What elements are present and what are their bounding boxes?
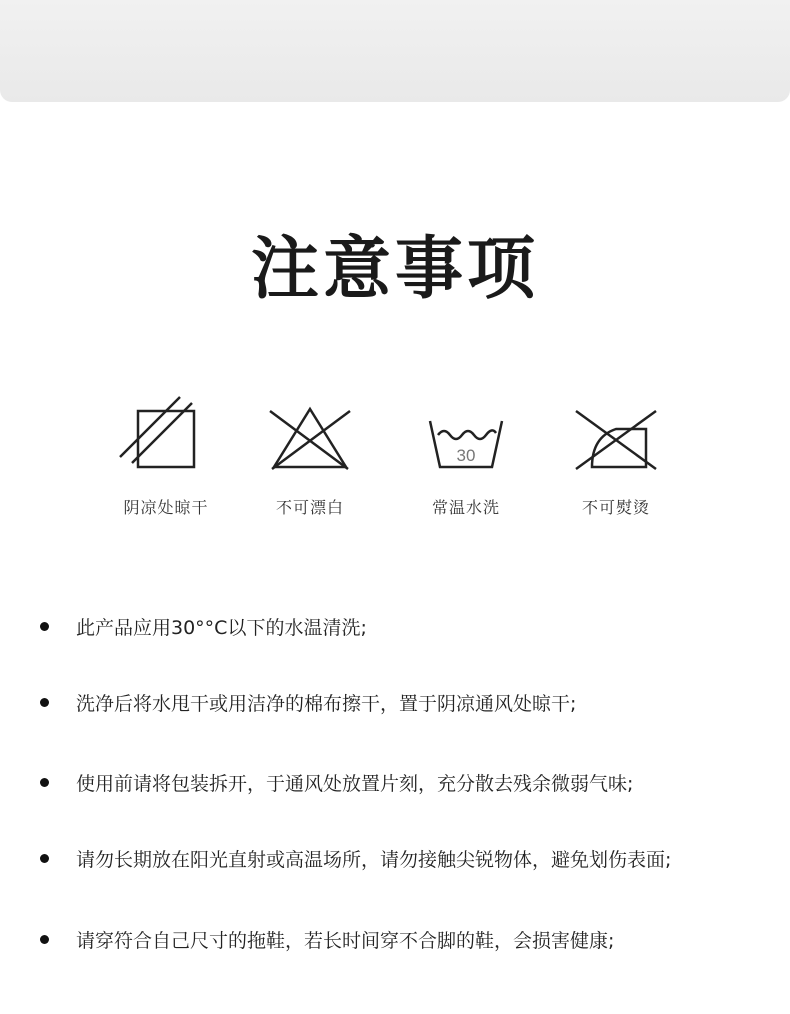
shade-dry-icon (116, 395, 216, 475)
list-item (40, 614, 780, 642)
list-item (40, 846, 780, 874)
note-text: 洗净后将水甩干或用洁净的棉布擦干，置于阴凉通风处晾干; (76, 693, 577, 715)
list-item (40, 770, 780, 798)
care-label-shade-dry: 阴凉处晾干 (123, 498, 209, 517)
care-item-no-iron (546, 395, 686, 518)
bullet-dot (40, 778, 49, 787)
bullet-dot (40, 935, 49, 944)
care-icons-row (0, 395, 790, 525)
note-text: 此产品应用30°°C以下的水温清洗; (76, 617, 367, 639)
care-label-no-bleach: 不可漂白 (275, 498, 344, 517)
no-bleach-icon (260, 395, 360, 475)
no-iron-icon (566, 395, 666, 475)
list-item (40, 927, 780, 955)
wash-temp-text: 30 (456, 446, 476, 465)
bullet-dot (40, 854, 49, 863)
care-label-wash-30: 常温水洗 (431, 498, 500, 517)
care-item-no-bleach (240, 395, 380, 518)
bullet-dot (40, 622, 49, 631)
top-banner (0, 0, 790, 102)
care-label-no-iron: 不可熨烫 (581, 498, 650, 517)
list-item (40, 690, 780, 718)
note-text: 请勿长期放在阳光直射或高温场所，请勿接触尖锐物体，避免划伤表面; (76, 849, 672, 871)
page-title: 注意事项 (250, 230, 539, 309)
care-item-wash-30 (396, 395, 536, 518)
note-text: 请穿符合自己尺寸的拖鞋，若长时间穿不合脚的鞋，会损害健康; (76, 930, 615, 952)
wash-30-icon (416, 395, 516, 475)
care-item-shade-dry (96, 395, 236, 518)
note-text: 使用前请将包装拆开，于通风处放置片刻，充分散去残余微弱气味; (76, 773, 634, 795)
bullet-dot (40, 698, 49, 707)
